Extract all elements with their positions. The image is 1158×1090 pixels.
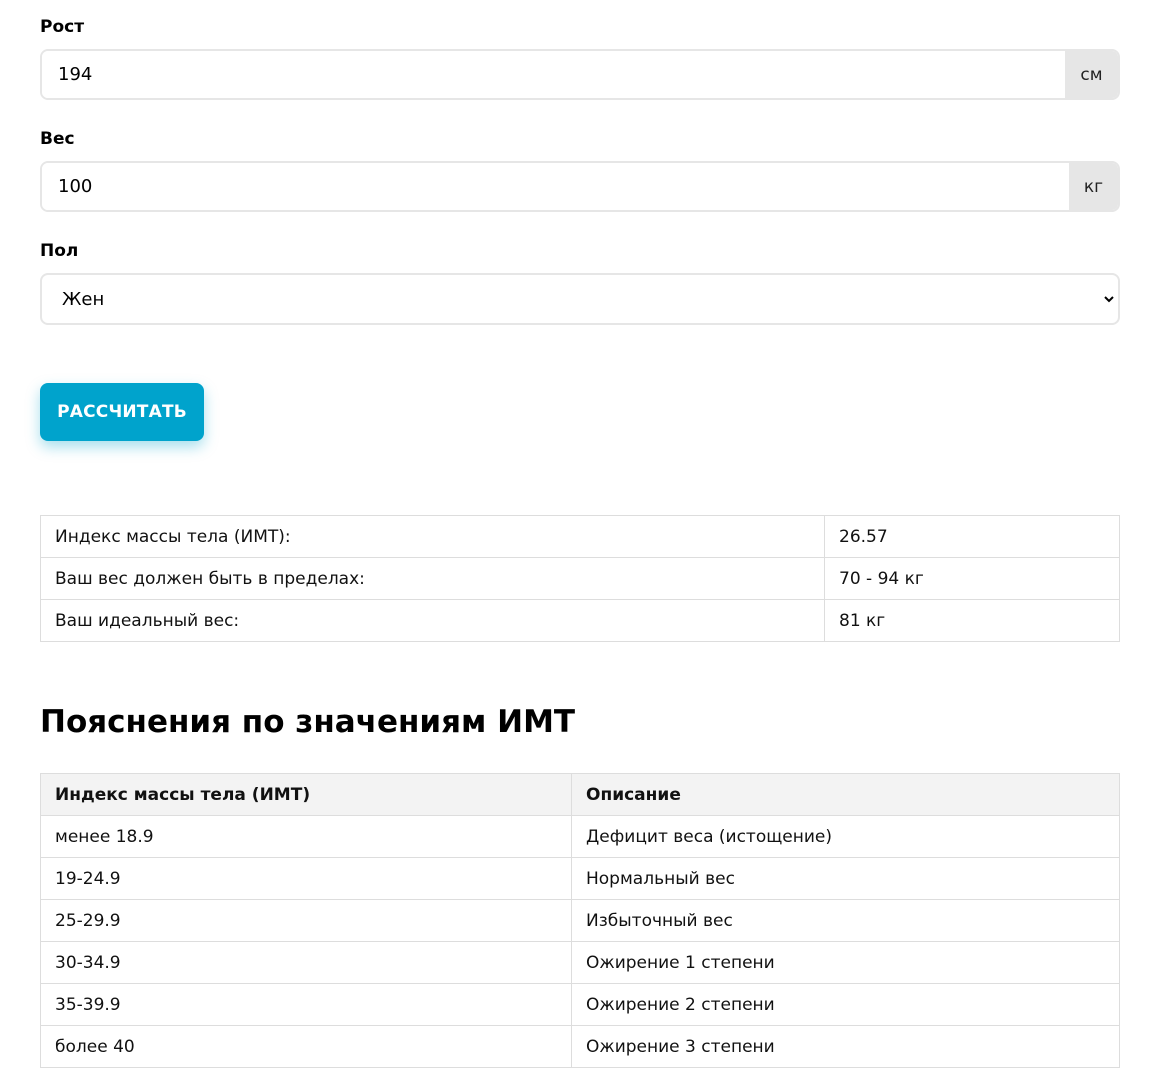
results-table — [40, 515, 1120, 642]
gender-selected-value: Жен — [62, 288, 105, 310]
table-row — [41, 600, 1120, 642]
bmi-reference-table — [40, 773, 1120, 1068]
calculate-button[interactable]: РАССЧИТАТЬ — [40, 383, 204, 441]
table-header-row — [41, 774, 1120, 816]
bmi-range: 19-24.9 — [41, 858, 572, 900]
section-title: Пояснения по значениям ИМТ — [40, 704, 576, 740]
height-unit: см — [1065, 51, 1118, 98]
result-value: 26.57 — [825, 516, 1120, 558]
bmi-range: 30-34.9 — [41, 942, 572, 984]
result-value: 70 - 94 кг — [825, 558, 1120, 600]
table-row — [41, 942, 1120, 984]
chevron-down-icon — [1104, 294, 1114, 304]
bmi-range: менее 18.9 — [41, 816, 572, 858]
result-label: Индекс массы тела (ИМТ): — [41, 516, 825, 558]
bmi-description: Ожирение 1 степени — [572, 942, 1120, 984]
result-label: Ваш идеальный вес: — [41, 600, 825, 642]
bmi-range: 25-29.9 — [41, 900, 572, 942]
bmi-description: Ожирение 3 степени — [572, 1026, 1120, 1068]
gender-label: Пол — [40, 241, 79, 261]
table-row — [41, 516, 1120, 558]
gender-select[interactable] — [40, 273, 1120, 325]
table-row — [41, 816, 1120, 858]
table-row — [41, 984, 1120, 1026]
column-header: Индекс массы тела (ИМТ) — [41, 774, 572, 816]
table-row — [41, 858, 1120, 900]
result-label: Ваш вес должен быть в пределах: — [41, 558, 825, 600]
table-row — [41, 900, 1120, 942]
height-input-group — [40, 49, 1120, 100]
bmi-description: Ожирение 2 степени — [572, 984, 1120, 1026]
height-input[interactable] — [42, 51, 1065, 98]
bmi-range: 35-39.9 — [41, 984, 572, 1026]
height-label: Рост — [40, 17, 85, 37]
result-value: 81 кг — [825, 600, 1120, 642]
bmi-description: Дефицит веса (истощение) — [572, 816, 1120, 858]
column-header: Описание — [572, 774, 1120, 816]
weight-label: Вес — [40, 129, 75, 149]
weight-input[interactable] — [42, 163, 1069, 210]
weight-unit: кг — [1069, 163, 1118, 210]
bmi-range: более 40 — [41, 1026, 572, 1068]
bmi-description: Нормальный вес — [572, 858, 1120, 900]
table-row — [41, 1026, 1120, 1068]
table-row — [41, 558, 1120, 600]
weight-input-group — [40, 161, 1120, 212]
bmi-description: Избыточный вес — [572, 900, 1120, 942]
